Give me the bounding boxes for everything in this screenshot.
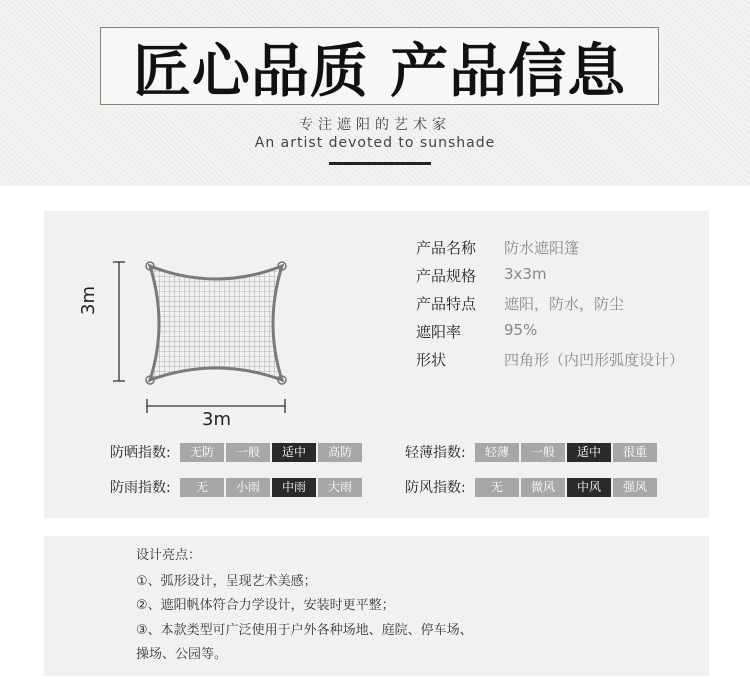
scale-option: 轻薄	[475, 443, 519, 462]
spec-value: 四角形（内凹形弧度设计）	[504, 351, 685, 369]
spec-key: 形状	[416, 351, 447, 369]
scale-option: 无	[180, 478, 224, 497]
product-info-panel	[44, 211, 709, 518]
spec-value: 遮阳，防水，防尘	[504, 295, 625, 313]
scale-option: 无防	[180, 443, 224, 462]
spec-key: 产品规格	[416, 267, 477, 285]
scale-option: 一般	[521, 443, 565, 462]
scale-bar	[475, 478, 659, 497]
scale-option: 适中	[567, 443, 611, 462]
width-label: 3m	[202, 409, 231, 430]
notes-heading: 设计亮点：	[136, 548, 202, 563]
scale-label: 防晒指数:	[110, 445, 171, 461]
scale-label: 防风指数:	[405, 480, 466, 496]
design-notes-panel	[44, 536, 709, 676]
scale-bar	[180, 443, 364, 462]
scale-option: 小雨	[226, 478, 270, 497]
scale-option: 适中	[272, 443, 316, 462]
scale-option: 强风	[613, 478, 657, 497]
scale-bar	[475, 443, 659, 462]
spec-key: 遮阳率	[416, 323, 462, 341]
spec-value: 95%	[504, 321, 538, 339]
height-label: 3m	[78, 286, 99, 315]
scale-option: 中风	[567, 478, 611, 497]
spec-value: 3x3m	[504, 265, 547, 283]
page-title: 匠心品质 产品信息	[132, 37, 627, 105]
sun-protection-scale	[110, 442, 364, 462]
scale-option: 一般	[226, 443, 270, 462]
scale-option: 微风	[521, 478, 565, 497]
scale-option: 无	[475, 478, 519, 497]
note-item: ②、遮阳帆体符合力学设计，安装时更平整；	[136, 598, 395, 613]
scale-option: 大雨	[318, 478, 362, 497]
scale-label: 防雨指数:	[110, 480, 171, 496]
shade-sail-shape	[150, 266, 282, 380]
rain-protection-scale	[110, 477, 364, 497]
wind-protection-scale	[405, 477, 659, 497]
scale-option: 很重	[613, 443, 657, 462]
spec-value: 防水遮阳篷	[504, 239, 580, 257]
subtitle-underline	[329, 162, 431, 165]
scale-label: 轻薄指数:	[405, 445, 466, 461]
subtitle-chinese: 专注遮阳的艺术家	[299, 117, 451, 133]
header-banner	[0, 0, 750, 186]
weight-scale	[405, 442, 659, 462]
subtitle-english: An artist devoted to sunshade	[254, 135, 496, 151]
scale-option: 高防	[318, 443, 362, 462]
note-item: 操场、公园等。	[136, 647, 228, 662]
title-box	[100, 27, 659, 105]
note-item: ①、弧形设计，呈现艺术美感；	[136, 574, 317, 589]
scale-option: 中雨	[272, 478, 316, 497]
scale-bar	[180, 478, 364, 497]
spec-key: 产品名称	[416, 239, 477, 257]
spec-key: 产品特点	[416, 295, 477, 313]
note-item: ③、本款类型可广泛使用于户外各种场地、庭院、停车场、	[136, 623, 473, 638]
